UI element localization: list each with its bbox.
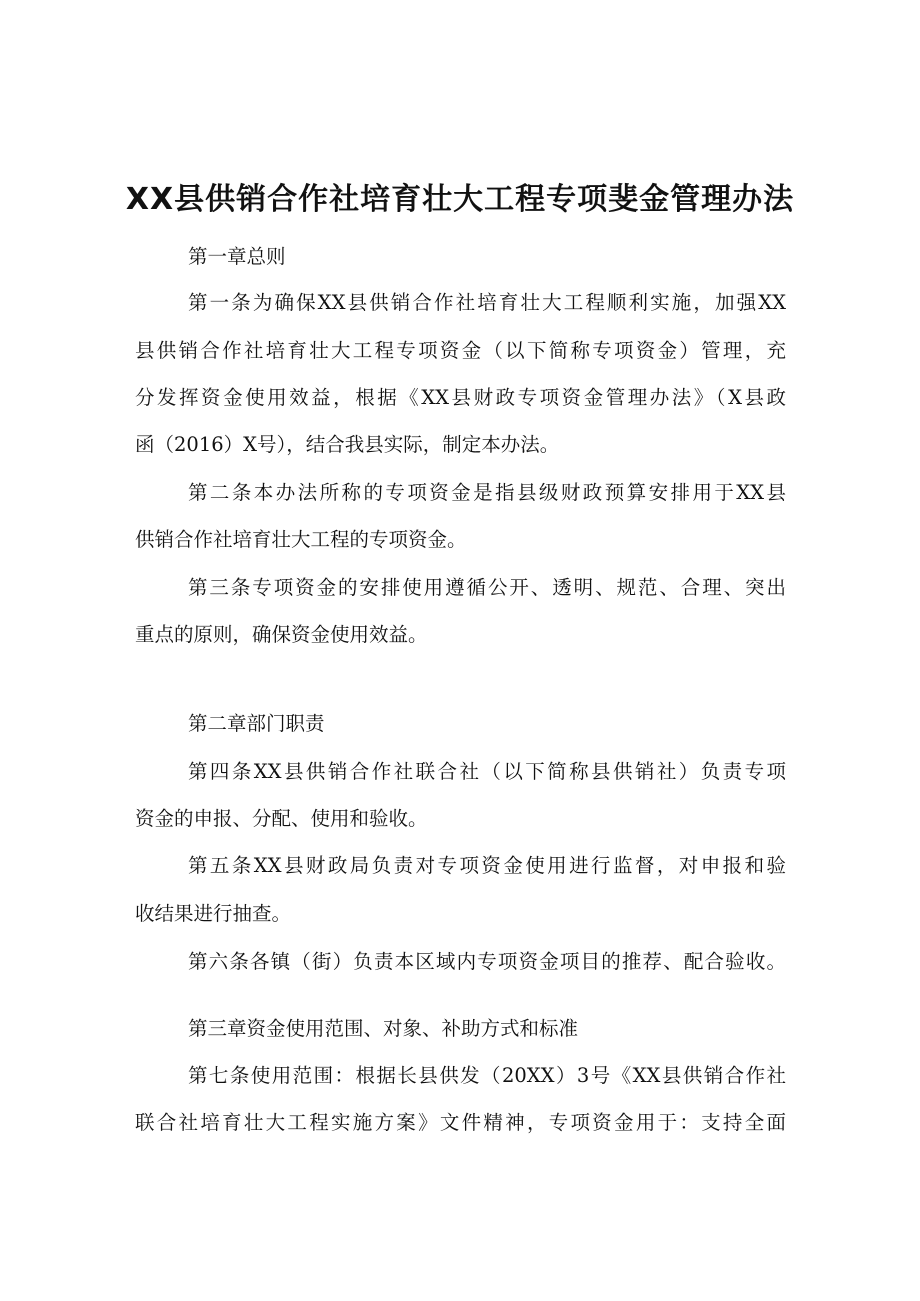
- article-1-line-4: 函（2016）X号），结合我县实际，制定本办法。: [135, 433, 560, 456]
- article-4-line-2: 资金的申报、分配、使用和验收。: [135, 807, 428, 830]
- article-6-line-1: 第六条各镇（街）负责本区域内专项资金项目的推荐、配合验收。: [188, 950, 786, 973]
- article-2-line-1: 第二条本办法所称的专项资金是指县级财政预算安排用于XX县: [188, 481, 786, 504]
- chapter-2-heading: 第二章部门职责: [188, 712, 325, 735]
- article-3-line-1: 第三条专项资金的安排使用遵循公开、透明、规范、合理、突出: [188, 576, 786, 599]
- article-3-line-2: 重点的原则，确保资金使用效益。: [135, 623, 428, 646]
- article-5-line-1: 第五条XX县财政局负责对专项资金使用进行监督，对申报和验: [188, 854, 786, 877]
- article-5-line-2: 收结果进行抽查。: [135, 902, 292, 925]
- article-7-line-1: 第七条使用范围：根据长县供发（20XX）3号《XX县供销合作社: [188, 1064, 786, 1087]
- article-1-line-3: 分发挥资金使用效益，根据《XX县财政专项资金管理办法》（X县政: [135, 386, 786, 409]
- article-7-line-2: 联合社培育壮大工程实施方案》文件精神，专项资金用于：支持全面: [135, 1111, 786, 1134]
- article-1-line-2: 县供销合作社培育壮大工程专项资金（以下简称专项资金）管理，充: [135, 339, 786, 362]
- chapter-3-heading: 第三章资金使用范围、对象、补助方式和标准: [188, 1017, 579, 1040]
- article-1-line-1: 第一条为确保XX县供销合作社培育壮大工程顺利实施，加强XX: [188, 291, 786, 314]
- article-2-line-2: 供销合作社培育壮大工程的专项资金。: [135, 528, 467, 551]
- chapter-1-heading: 第一章总则: [188, 245, 286, 268]
- document-title: XX县供销合作社培育壮大工程专项斐金管理办法: [125, 182, 795, 217]
- article-4-line-1: 第四条XX县供销合作社联合社（以下简称县供销社）负责专项: [188, 760, 786, 783]
